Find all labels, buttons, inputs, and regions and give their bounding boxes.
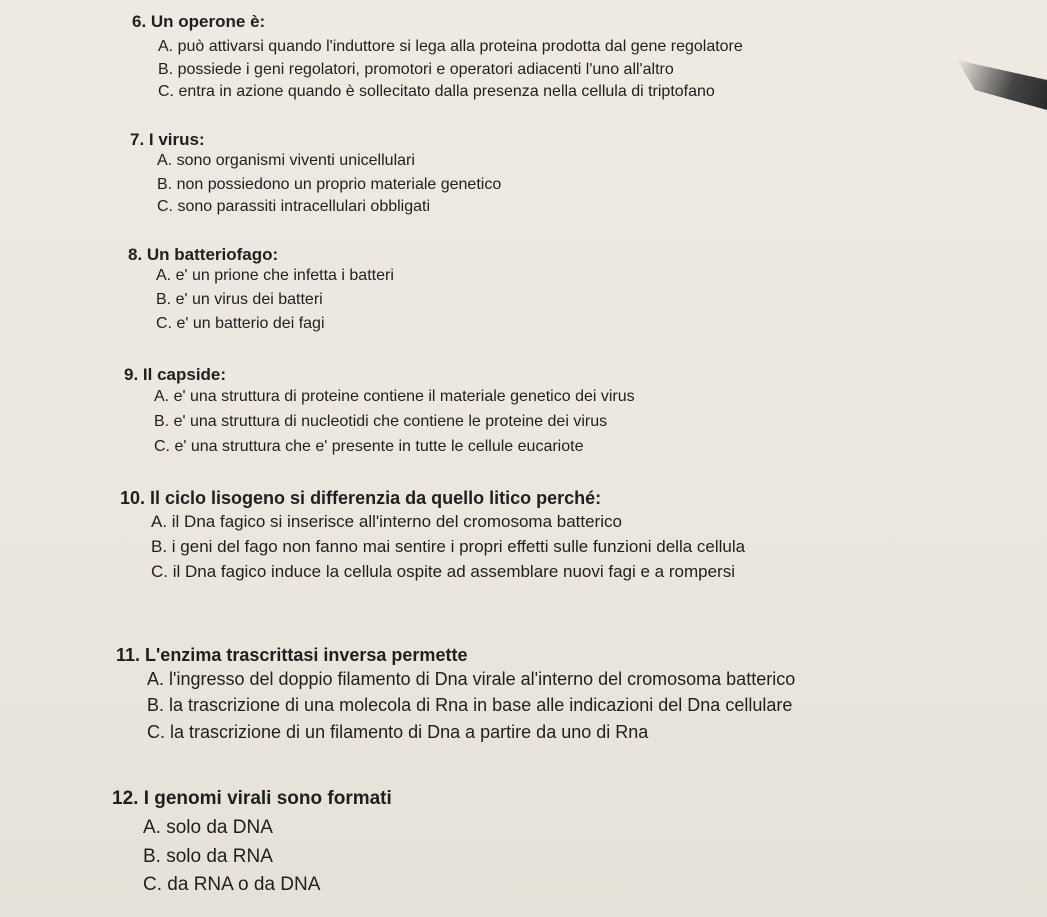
question-11-title: 11. L'enzima trascrittasi inversa permette <box>116 645 468 665</box>
question-8-option-a: A. e' un prione che infetta i batteri <box>156 267 394 284</box>
question-11-option-a: A. l'ingresso del doppio filamento di Dna virale al'interno del cromosoma batterico <box>147 669 796 689</box>
question-9-option-c: C. e' una struttura che e' presente in tutte le cellule eucariote <box>154 438 584 455</box>
question-9-option-a: A. e' una struttura di proteine contiene il materiale genetico dei virus <box>154 388 635 405</box>
page-edge-shadow <box>957 60 1047 110</box>
question-9-option-b: B. e' una struttura di nucleotidi che contiene le proteine dei virus <box>154 413 608 430</box>
question-8-option-c: C. e' un batterio dei fagi <box>156 315 325 332</box>
question-12-option-b: B. solo da RNA <box>143 846 273 867</box>
question-7-option-c: C. sono parassiti intracellulari obbligati <box>157 198 431 215</box>
question-7-option-a: A. sono organismi viventi unicellulari <box>157 152 415 169</box>
question-7-title: 7. I virus: <box>130 130 205 149</box>
question-7-option-b: B. non possiedono un proprio materiale genetico <box>157 176 502 193</box>
question-12-title: 12. I genomi virali sono formati <box>112 788 392 809</box>
question-11-option-b: B. la trascrizione di una molecola di Rna in base alle indicazioni del Dna cellulare <box>147 695 793 715</box>
question-6-option-b: B. possiede i geni regolatori, promotori e operatori adiacenti l'uno all'altro <box>158 61 674 78</box>
question-12-option-c: C. da RNA o da DNA <box>143 874 321 895</box>
question-6-option-a: A. può attivarsi quando l'induttore si lega alla proteina prodotta dal gene regolatore <box>158 38 743 55</box>
question-6-title: 6. Un operone è: <box>132 12 266 31</box>
question-9-title: 9. Il capside: <box>124 365 227 384</box>
question-10-option-a: A. il Dna fagico si inserisce all'interno del cromosoma batterico <box>151 512 622 531</box>
question-8-option-b: B. e' un virus dei batteri <box>156 291 323 308</box>
question-8-title: 8. Un batteriofago: <box>128 245 279 264</box>
question-11-option-c: C. la trascrizione di un filamento di Dna a partire da uno di Rna <box>147 722 649 742</box>
question-10-title: 10. Il ciclo lisogeno si differenzia da quello litico perché: <box>120 488 602 508</box>
question-10-option-c: C. il Dna fagico induce la cellula ospite ad assemblare nuovi fagi e a rompersi <box>151 562 735 581</box>
question-12-option-a: A. solo da DNA <box>143 817 273 838</box>
question-10-option-b: B. i geni del fago non fanno mai sentire i propri effetti sulle funzioni della cellula <box>151 537 746 556</box>
question-6-option-c: C. entra in azione quando è sollecitato dalla presenza nella cellula di triptofano <box>158 83 715 100</box>
